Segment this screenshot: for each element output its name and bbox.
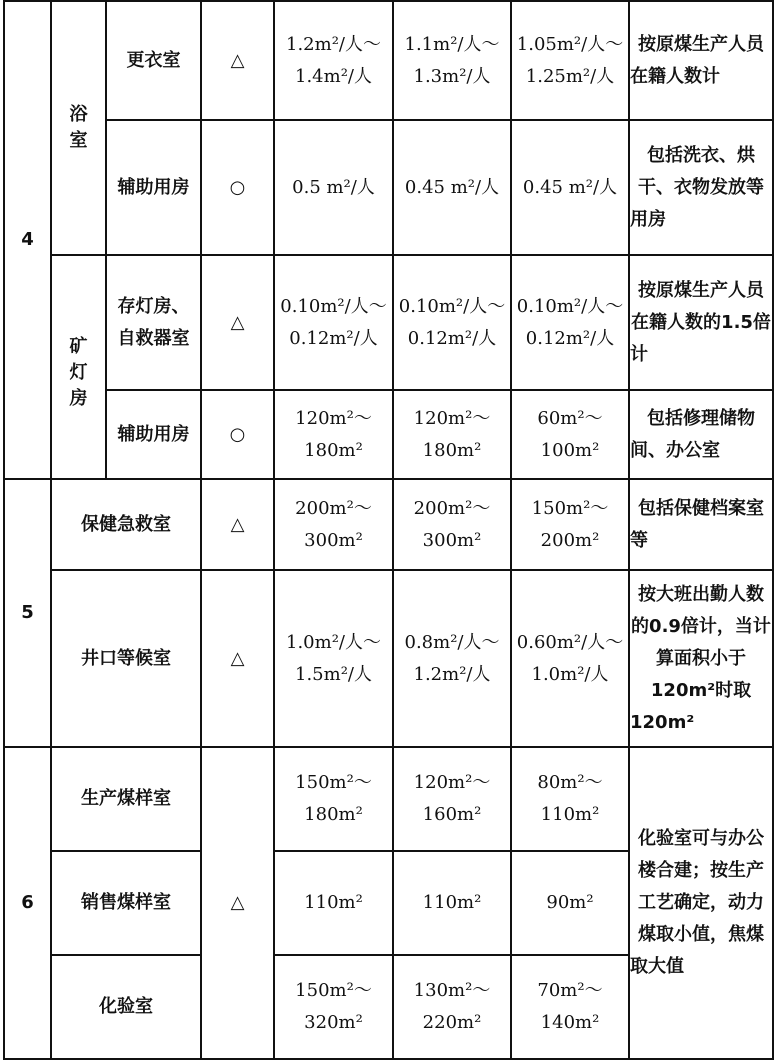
triangle-mark: △ xyxy=(201,255,274,390)
value-cell xyxy=(393,1,511,120)
value-cell xyxy=(393,851,511,955)
table-row xyxy=(4,1,773,120)
value-line: 0.10m²/人～ xyxy=(516,295,624,317)
table-row xyxy=(4,120,773,255)
facility-name: 更衣室 xyxy=(106,1,201,120)
value-cell xyxy=(511,479,629,570)
value-line: 0.60m²/人～ xyxy=(516,631,624,653)
value-line: 1.25m²/人 xyxy=(525,65,615,87)
value-line: 0.12m²/人 xyxy=(525,327,615,349)
value-cell xyxy=(274,1,393,120)
value-line: 0.10m²/人～ xyxy=(398,295,506,317)
value-line: 220m² xyxy=(422,1012,482,1033)
table-row xyxy=(4,479,773,570)
triangle-mark: △ xyxy=(201,570,274,747)
value-line: 1.2m²/人 xyxy=(413,663,491,685)
value-cell xyxy=(274,570,393,747)
circle-mark: ○ xyxy=(201,390,274,479)
value-cell xyxy=(274,851,393,955)
group-label-lamp xyxy=(51,255,106,479)
value-line: 320m² xyxy=(304,1012,363,1033)
value-line: 120m²～ xyxy=(295,407,372,429)
value-cell xyxy=(393,747,511,851)
note-cell: 按原煤生产人员在籍人数计 xyxy=(629,1,773,120)
value-cell xyxy=(393,255,511,390)
value-line: 0.8m²/人～ xyxy=(404,631,500,653)
value-line: 0.12m²/人 xyxy=(407,327,497,349)
value-line: 120m²～ xyxy=(413,407,491,429)
table-row xyxy=(4,255,773,390)
group-label-bath xyxy=(51,1,106,255)
value-cell xyxy=(393,390,511,479)
value-cell xyxy=(274,120,393,255)
table-row xyxy=(4,747,773,851)
value-line: 110m² xyxy=(540,804,600,825)
value-cell xyxy=(511,1,629,120)
row-number: 5 xyxy=(4,479,51,747)
table-row xyxy=(4,390,773,479)
note-cell: 化验室可与办公楼合建；按生产工艺确定，动力煤取小值，焦煤取大值 xyxy=(629,747,773,1059)
value-line: 0.45 m²/人 xyxy=(404,176,500,198)
value-cell xyxy=(274,390,393,479)
value-line: 150m²～ xyxy=(295,772,372,793)
value-line: 0.5 m²/人 xyxy=(292,176,375,198)
note-cell: 按大班出勤人数的0.9倍计，当计算面积小于120m²时取120m² xyxy=(629,570,773,747)
value-cell xyxy=(274,255,393,390)
value-line: 1.3m²/人 xyxy=(413,65,491,87)
facility-name: 辅助用房 xyxy=(106,390,201,479)
row-number: 6 xyxy=(4,747,51,1059)
value-cell xyxy=(393,479,511,570)
value-line: 160m² xyxy=(422,804,482,825)
value-line: 1.0m²/人 xyxy=(531,663,609,685)
value-line: 110m² xyxy=(304,892,363,913)
value-line: 110m² xyxy=(422,892,482,913)
facility-name: 辅助用房 xyxy=(106,120,201,255)
value-cell xyxy=(511,570,629,747)
value-cell xyxy=(274,955,393,1059)
value-line: 80m²～ xyxy=(537,772,603,793)
note-cell: 按原煤生产人员在籍人数的1.5倍计 xyxy=(629,255,773,390)
value-line: 200m²～ xyxy=(413,497,491,519)
value-line: 180m² xyxy=(304,439,363,461)
table-row xyxy=(4,570,773,747)
value-cell xyxy=(393,955,511,1059)
row-number: 4 xyxy=(4,1,51,479)
note-cell: 包括修理储物间、办公室 xyxy=(629,390,773,479)
value-line: 180m² xyxy=(304,804,363,825)
value-line: 1.05m²/人～ xyxy=(516,33,624,55)
value-line: 1.2m²/人～ xyxy=(286,33,381,55)
facility-name: 存灯房、 自救器室 xyxy=(106,255,201,390)
value-line: 60m²～ xyxy=(537,407,603,429)
group-label-text: 浴室 xyxy=(69,104,88,151)
facility-name: 化验室 xyxy=(51,955,201,1059)
value-cell xyxy=(393,570,511,747)
facility-name: 生产煤样室 xyxy=(51,747,201,851)
triangle-mark: △ xyxy=(201,1,274,120)
value-cell xyxy=(511,390,629,479)
triangle-mark: △ xyxy=(201,479,274,570)
value-line: 200m²～ xyxy=(295,497,372,519)
value-line: 1.0m²/人～ xyxy=(286,631,381,653)
value-line: 300m² xyxy=(304,529,363,551)
group-label-text: 矿灯房 xyxy=(69,336,88,409)
value-cell xyxy=(274,479,393,570)
value-line: 90m² xyxy=(546,892,594,913)
note-cell: 包括洗衣、烘干、衣物发放等用房 xyxy=(629,120,773,255)
value-cell xyxy=(511,955,629,1059)
triangle-mark: △ xyxy=(201,747,274,1059)
value-cell xyxy=(511,851,629,955)
value-line: 100m² xyxy=(540,439,600,461)
value-line: 120m²～ xyxy=(413,772,491,793)
value-line: 0.45 m²/人 xyxy=(522,176,618,198)
value-line: 1.5m²/人 xyxy=(295,663,372,685)
note-cell: 包括保健档案室等 xyxy=(629,479,773,570)
facility-name: 销售煤样室 xyxy=(51,851,201,955)
value-cell xyxy=(511,747,629,851)
value-line: 0.12m²/人 xyxy=(289,327,378,349)
value-line: 1.4m²/人 xyxy=(295,65,372,87)
value-line: 200m² xyxy=(540,529,600,551)
value-line: 150m²～ xyxy=(531,497,609,519)
facility-name: 井口等候室 xyxy=(51,570,201,747)
value-line: 300m² xyxy=(422,529,482,551)
value-line: 150m²～ xyxy=(295,980,372,1001)
value-cell xyxy=(274,747,393,851)
value-line: 1.1m²/人～ xyxy=(404,33,500,55)
circle-mark: ○ xyxy=(201,120,274,255)
value-line: 70m²～ xyxy=(537,980,603,1001)
value-cell xyxy=(511,120,629,255)
facility-area-table xyxy=(3,0,774,1060)
value-line: 140m² xyxy=(540,1012,600,1033)
value-line: 130m²～ xyxy=(413,980,491,1001)
value-cell xyxy=(511,255,629,390)
value-cell xyxy=(393,120,511,255)
value-line: 180m² xyxy=(422,439,482,461)
facility-name: 保健急救室 xyxy=(51,479,201,570)
value-line: 0.10m²/人～ xyxy=(280,295,387,317)
